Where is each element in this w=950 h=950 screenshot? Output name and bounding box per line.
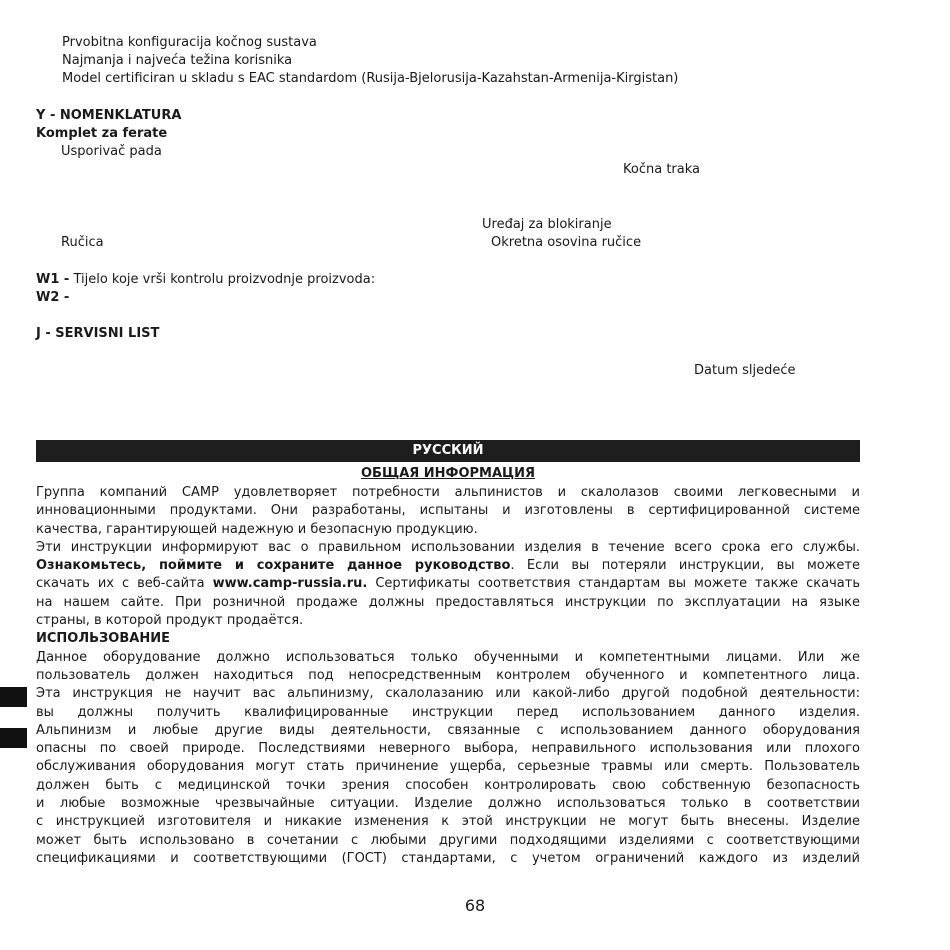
general-line: качества, гарантирующей надежную и безопасную продукцию. [36, 521, 478, 537]
intro-line-2: Najmanja i najveća težina korisnika [62, 53, 293, 68]
usage-line: Альпинизм и любые другие виды деятельности, связанные с использованием данного оборудования [36, 722, 860, 738]
general-line: инновационными продуктами. Они разработаны, испытаны и изготовлены в сертифицированной системе [36, 503, 860, 519]
website-link[interactable]: www.camp-russia.ru. [212, 576, 368, 592]
service-heading: J - SERVISNI LIST [36, 326, 160, 341]
download-pre: скачать их с веб-сайта [36, 576, 213, 592]
handle-label: Ručica [61, 235, 104, 250]
usage-line: обслуживания оборудования могут стать причинение ущерба, серьезные травмы или смерть. Пользователь [36, 759, 860, 775]
handle-pivot-label: Okretna osovina ručice [491, 235, 642, 250]
w2-label: W2 - [36, 290, 70, 305]
retail-line: на нашем сайте. При розничной продаже должны предоставляться инструкции по эксплуатации на языке [36, 594, 860, 610]
read-bold: Ознакомьтесь, поймите и сохраните данное руководство [36, 558, 511, 574]
usage-line: опасны по своей природе. Последствиями неверного выбора, неправильного использования или плохого [36, 741, 860, 757]
thumb-index-marker [0, 687, 27, 707]
read-line [36, 557, 860, 575]
locking-device-label: Uređaj za blokiranje [482, 217, 612, 232]
info-line: Эти инструкции информируют вас о правильном использовании изделия в течение всего срока его службы. [36, 539, 860, 555]
brake-strip-label: Kočna traka [623, 162, 700, 177]
page-number: 68 [464, 896, 486, 915]
nomenclature-heading: Y - NOMENKLATURA [36, 108, 182, 123]
usage-line: может быть использовано в сочетании с любыми другими подходящими изделиями с соответствующими [36, 832, 860, 848]
usage-line: пользователь должен находиться под непосредственным контролем обученного и компетентного лица. [36, 667, 860, 683]
usage-line: и любые возможные чрезвычайные ситуации. Изделие должно использоваться только в соответствии [36, 796, 860, 812]
usage-line: Эта инструкция не научит вас альпинизму, скалолазанию или какой-либо другой подобной деятельности: [36, 686, 860, 702]
next-date-label: Datum sljedeće [694, 363, 796, 378]
thumb-index-marker [0, 728, 27, 748]
download-post: Сертификаты соответствия стандартам вы можете также скачать [367, 576, 860, 592]
general-line: Группа компаний CAMP удовлетворяет потребности альпинистов и скалолазов своими легковесными и [36, 485, 860, 500]
intro-line-1: Prvobitna konfiguracija kočnog sustava [62, 35, 317, 50]
w1-text: Tijelo koje vrši kontrolu proizvodnje proizvoda: [69, 272, 376, 287]
intro-line-3: Model certificiran u skladu s EAC standardom (Rusija-Bjelorusija-Kazahstan-Armenija-Kirgistan) [62, 71, 679, 86]
usage-line: спецификациями и соответствующими (ГОСТ) стандартами, с учетом ограничений каждого из изделий [36, 850, 860, 866]
usage-line: должен быть с медицинской точки зрения способен контролировать свою собственную безопасность [36, 777, 860, 793]
kit-label: Komplet za ferate [36, 126, 168, 141]
retail-line: страны, в которой продукт продаётся. [36, 613, 304, 629]
usage-line: с инструкцией изготовителя и никакие изменения к этой инструкции не могут быть внесены. Изделие [36, 814, 860, 830]
general-paragraph [36, 484, 860, 868]
usage-line: Данное оборудование должно использоваться только обученными и компетентными лицами. Или же [36, 649, 860, 665]
language-header: РУССКИЙ [36, 440, 860, 462]
w1-line [36, 271, 375, 289]
w1-label: W1 - [36, 272, 70, 287]
usage-line: вы должны получить квалифицированные инструкции перед использованием данного изделия. [36, 704, 860, 720]
general-title: ОБЩАЯ ИНФОРМАЦИЯ [361, 466, 535, 481]
download-line [36, 575, 860, 593]
descender-label: Usporivač pada [61, 144, 162, 159]
usage-heading: ИСПОЛЬЗОВАНИЕ [36, 631, 170, 647]
read-rest: . Если вы потеряли инструкции, вы можете [510, 558, 860, 574]
